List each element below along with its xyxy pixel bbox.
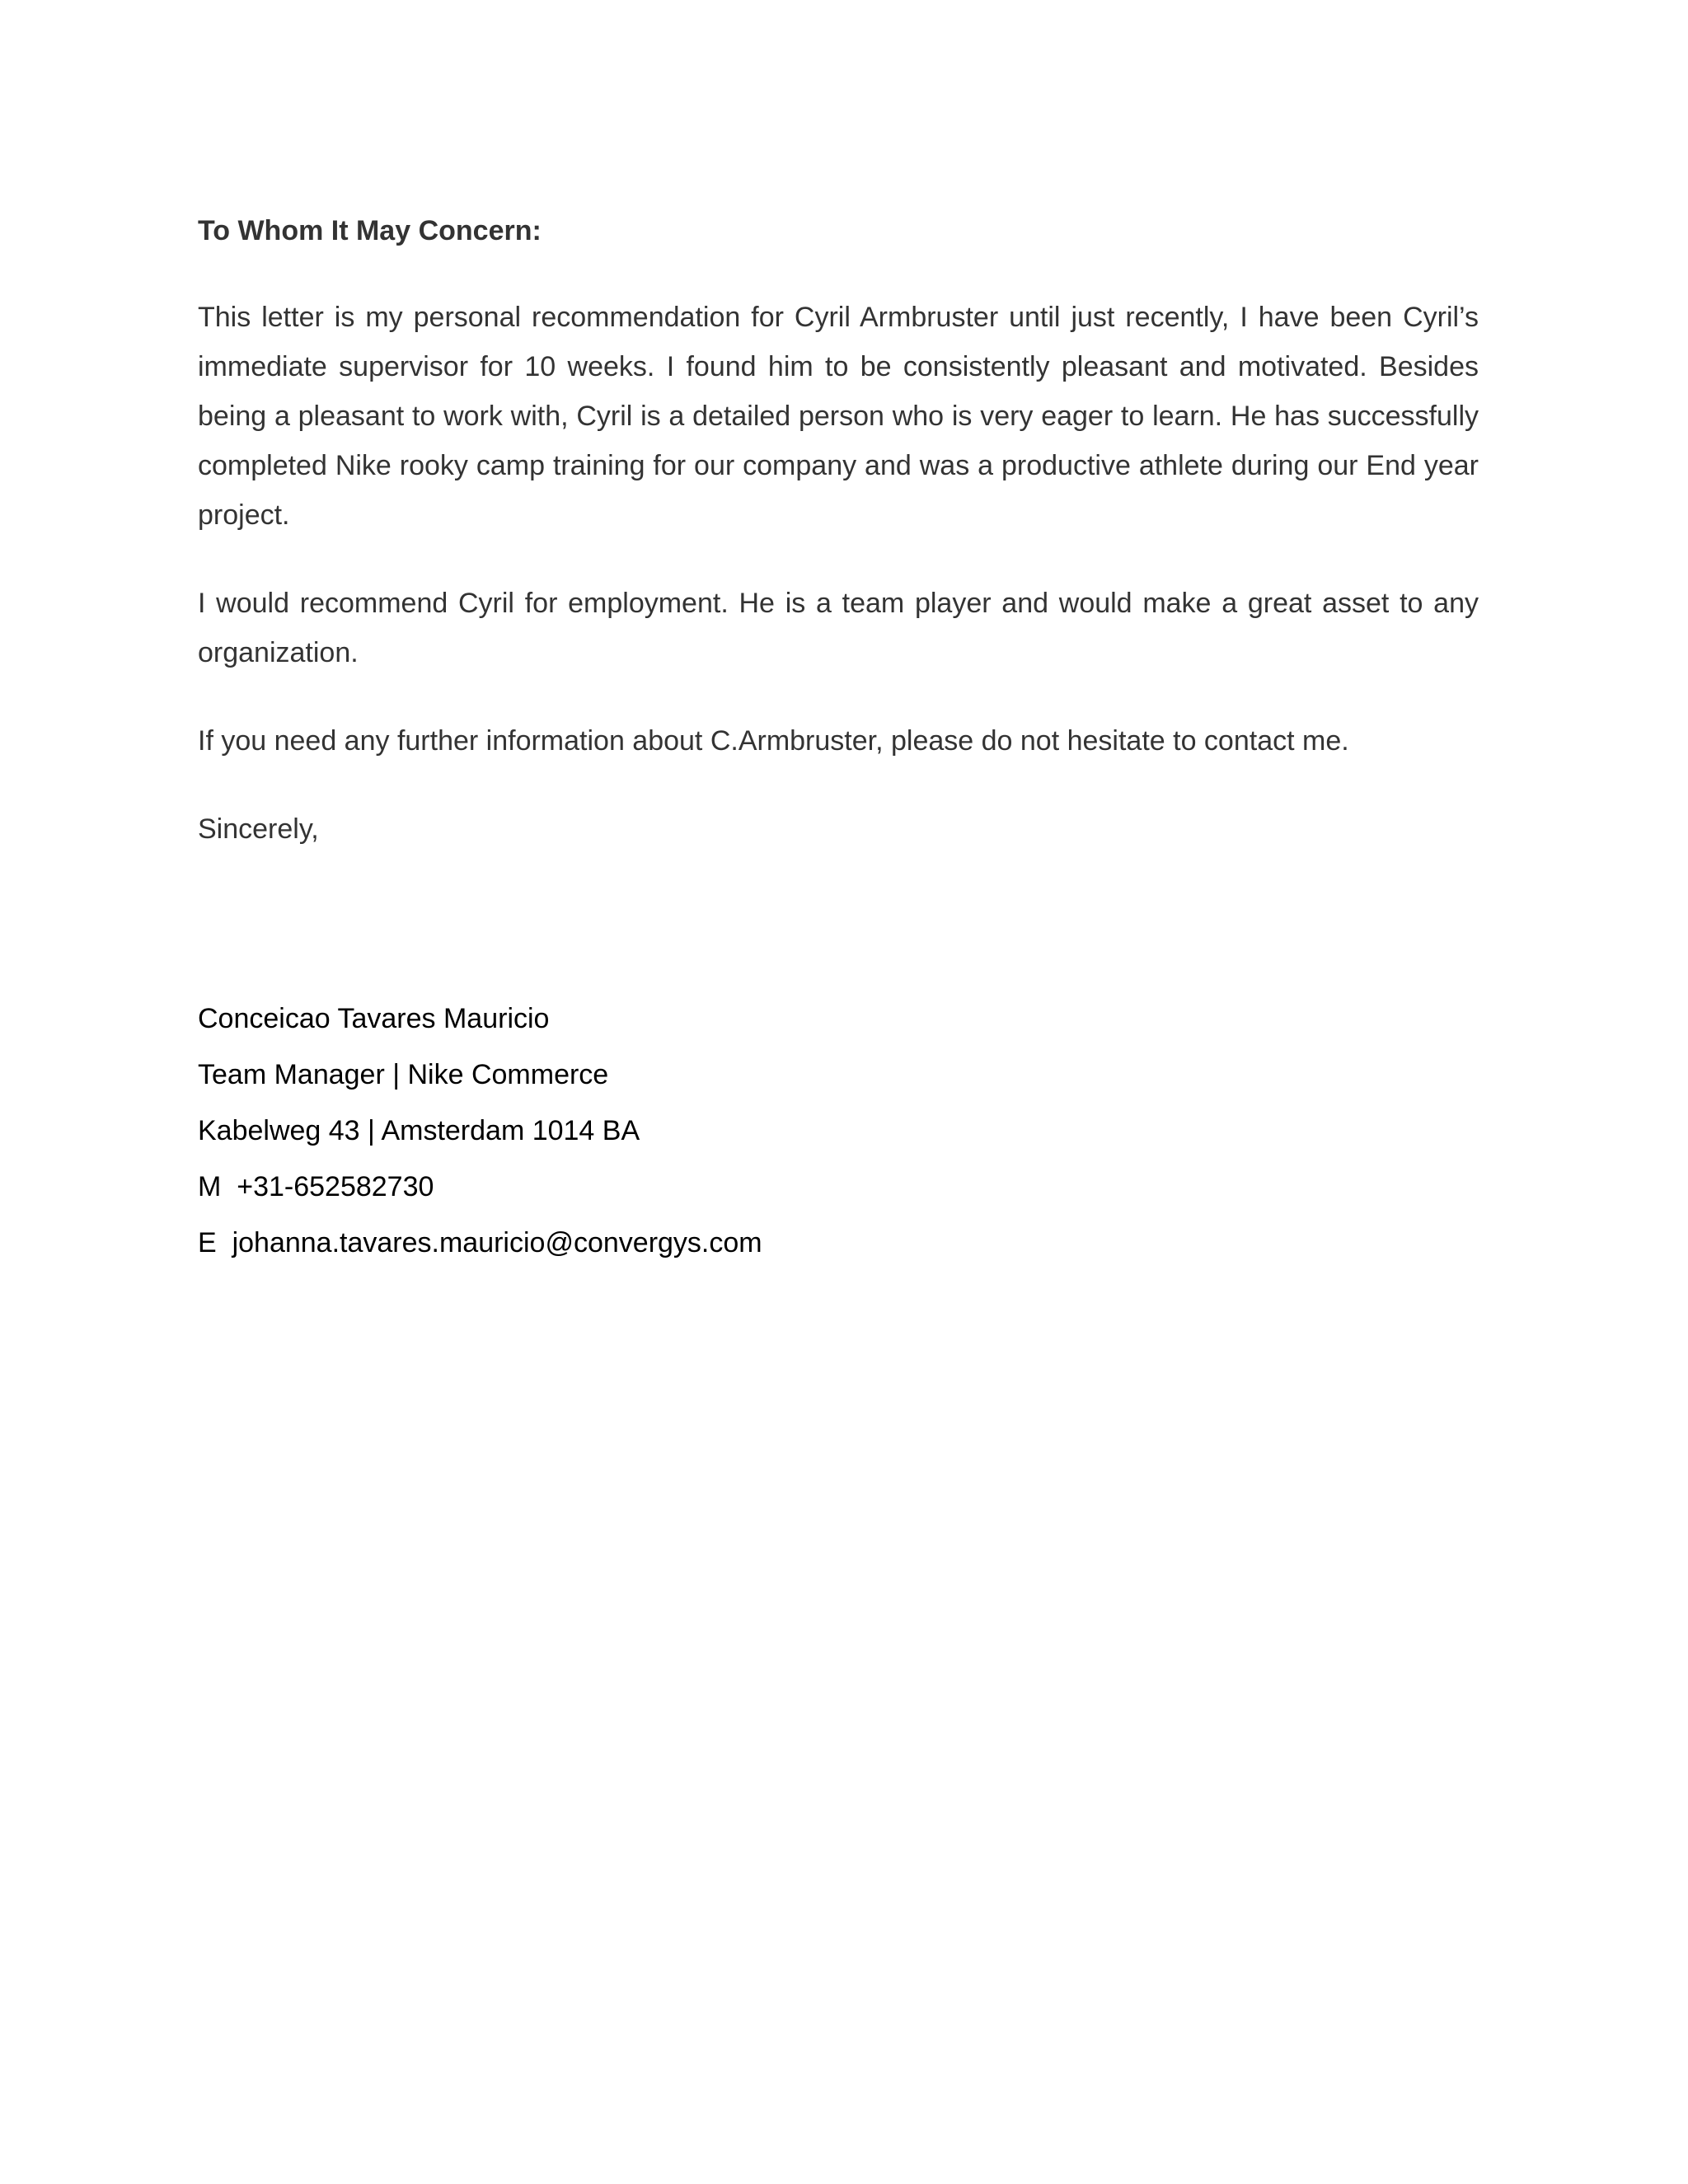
signer-email: E johanna.tavares.mauricio@convergys.com <box>198 1227 762 1258</box>
signer-name: Conceicao Tavares Mauricio <box>198 1003 550 1034</box>
letter-body <box>198 210 1479 854</box>
paragraph-recommendation: This letter is my personal recommendation for Cyril Armbruster until just recently, I have been Cyril’s immediate supervisor for 10 weeks. I found him to be consistently pleasant and motivated. Besides being a pleasant to work with, Cyril is a detailed person who is very eager to learn. He has successfully completed Nike rooky camp training for our company and was a productive athlete during our End year project. <box>198 302 1479 531</box>
salutation: To Whom It May Concern: <box>198 215 542 246</box>
paragraph-endorsement: I would recommend Cyril for employment. He is a team player and would make a great asset to any organization. <box>198 588 1479 668</box>
paragraph-contact: If you need any further information about C.Armbruster, please do not hesitate to contact me. <box>198 725 1349 757</box>
signer-title: Team Manager | Nike Commerce <box>198 1059 609 1090</box>
signer-mobile: M +31-652582730 <box>198 1171 434 1202</box>
closing: Sincerely, <box>198 813 319 845</box>
signer-address: Kabelweg 43 | Amsterdam 1014 BA <box>198 1115 640 1146</box>
signature-block <box>198 998 762 1278</box>
